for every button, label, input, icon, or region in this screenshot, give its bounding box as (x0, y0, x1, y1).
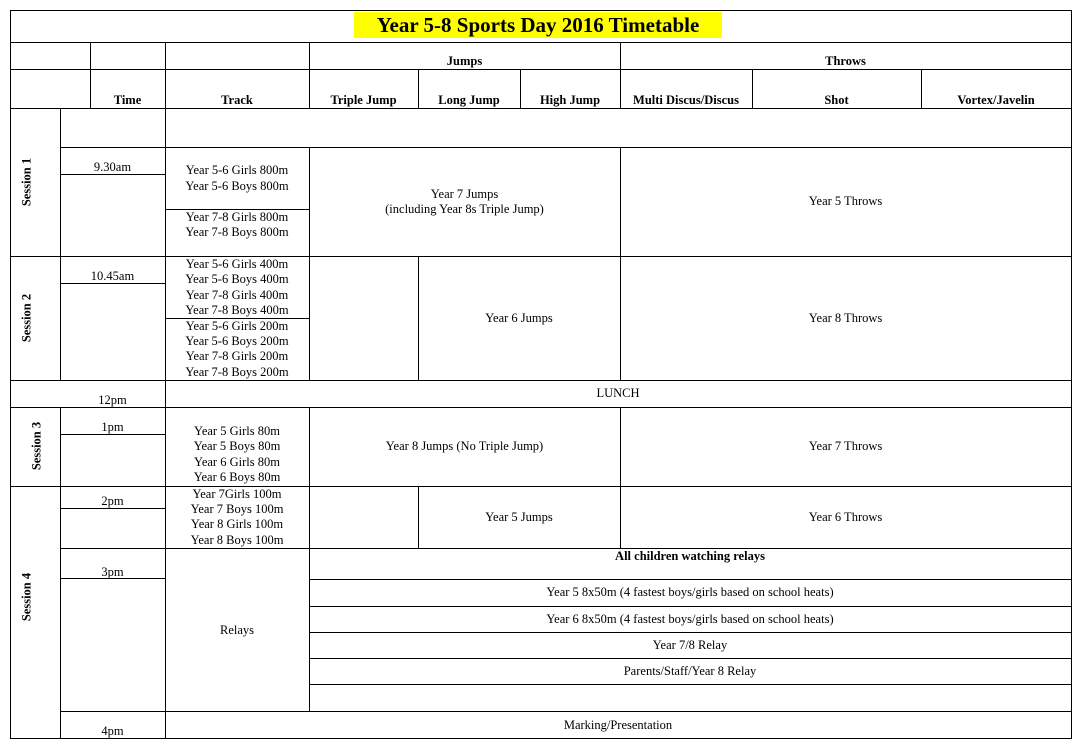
throws-event: Year 8 Throws (808, 311, 883, 325)
track-event: Year 5-6 Boys 400m (185, 272, 289, 286)
session-3-label: Session 3 (29, 421, 44, 471)
time-label: 4pm (101, 724, 124, 738)
time-label: 2pm (101, 494, 124, 508)
jumps-event-note: (including Year 8s Triple Jump) (385, 202, 544, 216)
relay-event: Parents/Staff/Year 8 Relay (623, 664, 757, 678)
lunch-label: LUNCH (596, 386, 640, 400)
session-2-label: Session 2 (19, 293, 34, 343)
jumps-event: Year 7 Jumps (430, 187, 499, 201)
discus-header: Multi Discus/Discus (633, 93, 739, 107)
relays-label: Relays (219, 623, 255, 637)
time-header: Time (113, 93, 142, 107)
track-event: Year 5 Girls 80m (194, 424, 280, 438)
time-label: 9.30am (93, 160, 132, 174)
track-event: Year 7-8 Boys 400m (185, 303, 289, 317)
marking-presentation-label: Marking/Presentation (563, 718, 673, 732)
track-event: Year 6 Girls 80m (194, 455, 280, 469)
jumps-header: Jumps (446, 54, 483, 68)
track-event: Year 7-8 Boys 800m (185, 225, 289, 239)
shot-header: Shot (824, 93, 849, 107)
time-label: 12pm (98, 393, 127, 407)
high-jump-header: High Jump (539, 93, 601, 107)
throws-event: Year 5 Throws (808, 194, 883, 208)
track-event: Year 8 Girls 100m (190, 517, 284, 531)
jumps-event: Year 5 Jumps (485, 510, 553, 524)
track-event: Year 7Girls 100m (192, 487, 282, 501)
relays-watching-note: All children watching relays (615, 549, 765, 563)
throws-header: Throws (825, 54, 866, 68)
track-event: Year 5-6 Girls 200m (185, 319, 289, 333)
track-event: Year 5-6 Boys 800m (185, 179, 289, 193)
session-4-label: Session 4 (19, 572, 34, 622)
track-event: Year 5-6 Girls 400m (185, 257, 289, 271)
track-header: Track (221, 93, 253, 107)
track-event: Year 7-8 Girls 400m (185, 288, 289, 302)
track-event: Year 8 Boys 100m (190, 533, 284, 547)
javelin-header: Vortex/Javelin (957, 93, 1035, 107)
time-label: 10.45am (90, 269, 135, 283)
track-event: Year 5-6 Boys 200m (185, 334, 289, 348)
time-label: 3pm (101, 565, 124, 579)
track-event: Year 7 Boys 100m (190, 502, 284, 516)
throws-event: Year 7 Throws (808, 439, 883, 453)
page-title: Year 5-8 Sports Day 2016 Timetable (354, 12, 722, 38)
long-jump-header: Long Jump (438, 93, 500, 107)
relay-event: Year 7/8 Relay (652, 638, 728, 652)
track-event: Year 7-8 Girls 800m (185, 210, 289, 224)
jumps-event: Year 6 Jumps (485, 311, 553, 325)
jumps-event: Year 8 Jumps (No Triple Jump) (385, 439, 544, 453)
track-event: Year 5 Boys 80m (193, 439, 281, 453)
track-event: Year 5-6 Girls 800m (185, 163, 289, 177)
track-event: Year 7-8 Girls 200m (185, 349, 289, 363)
relay-event: Year 5 8x50m (4 fastest boys/girls based on school heats) (546, 585, 834, 599)
throws-event: Year 6 Throws (808, 510, 883, 524)
track-event: Year 7-8 Boys 200m (185, 365, 289, 379)
session-1-label: Session 1 (19, 157, 34, 207)
relay-event: Year 6 8x50m (4 fastest boys/girls based on school heats) (546, 612, 834, 626)
time-label: 1pm (101, 420, 124, 434)
track-event: Year 6 Boys 80m (193, 470, 281, 484)
triple-jump-header: Triple Jump (330, 93, 397, 107)
